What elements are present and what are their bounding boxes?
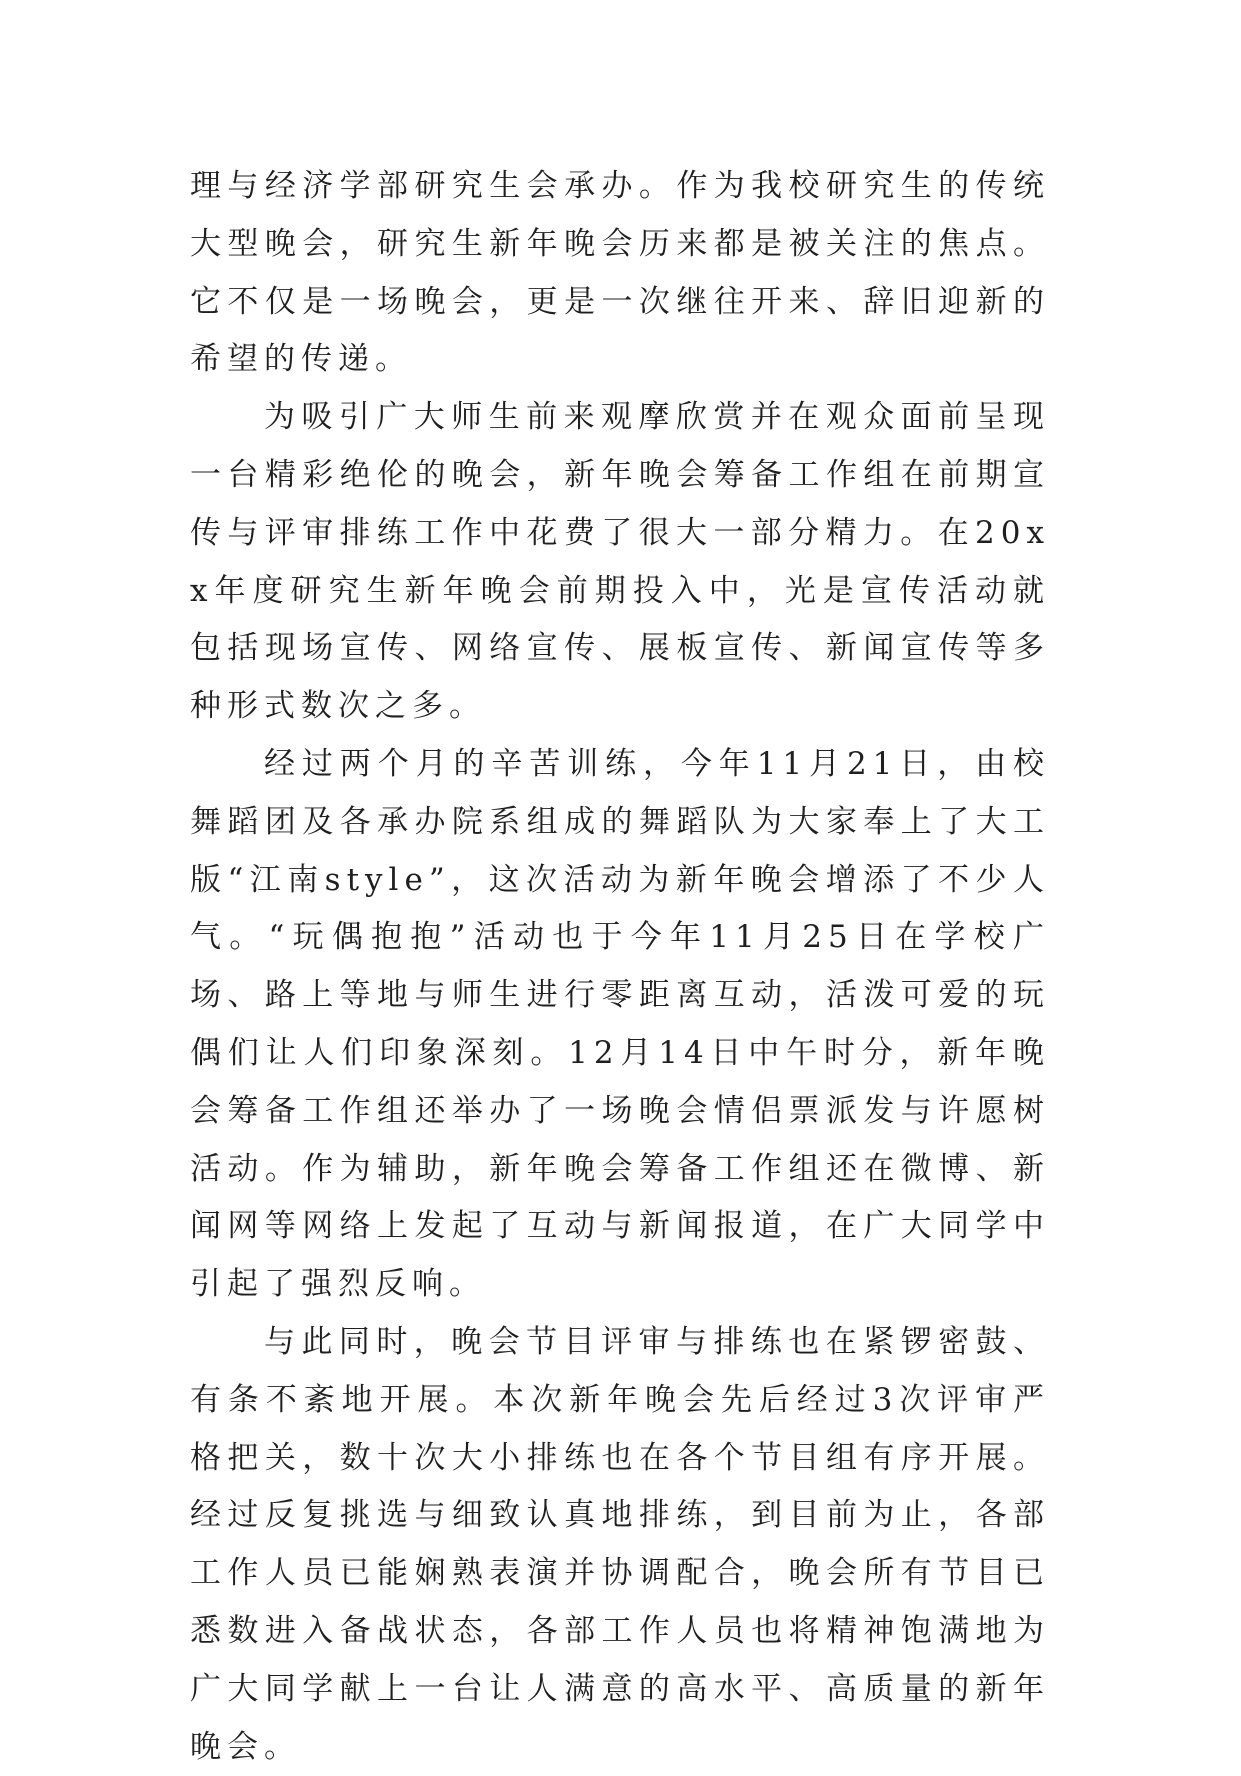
paragraph-4: 与此同时，晚会节目评审与排练也在紧锣密鼓、有条不紊地开展。本次新年晚会先后经过3次评审严格把关，数十次大小排练也在各个节目组有序开展。经过反复挑选与细致认真地排练，到目前为止，各部工作人员已能娴熟表演并协调配合，晚会所有节目已悉数进入备战状态，各部工作人员也将精神饱满地为广大同学献上一台让人满意的高水平、高质量的新年晚会。 (190, 1323, 1050, 1765)
paragraph-1: 理与经济学部研究生会承办。作为我校研究生的传统大型晚会，研究生新年晚会历来都是被关注的焦点。它不仅是一场晚会，更是一次继往开来、辞旧迎新的希望的传递。 (190, 168, 1050, 378)
paragraph-2: 为吸引广大师生前来观摩欣赏并在观众面前呈现一台精彩绝伦的晚会，新年晚会筹备工作组在前期宣传与评审排练工作中花费了很大一部分精力。在20xx年度研究生新年晚会前期投入中，光是宣传活动就包括现场宣传、网络宣传、展板宣传、新闻宣传等多种形式数次之多。 (190, 399, 1050, 725)
paragraph-3: 经过两个月的辛苦训练，今年11月21日，由校舞蹈团及各承办院系组成的舞蹈队为大家奉上了大工版“江南style”，这次活动为新年晚会增添了不少人气。“玩偶抱抱”活动也于今年11月25日在学校广场、路上等地与师生进行零距离互动，活泼可爱的玩偶们让人们印象深刻。12月14日中午时分，新年晚会筹备工作组还举办了一场晚会情侣票派发与许愿树活动。作为辅助，新年晚会筹备工作组还在微博、新闻网等网络上发起了互动与新闻报道，在广大同学中引起了强烈反响。 (190, 745, 1050, 1303)
document-page (190, 158, 1050, 1776)
